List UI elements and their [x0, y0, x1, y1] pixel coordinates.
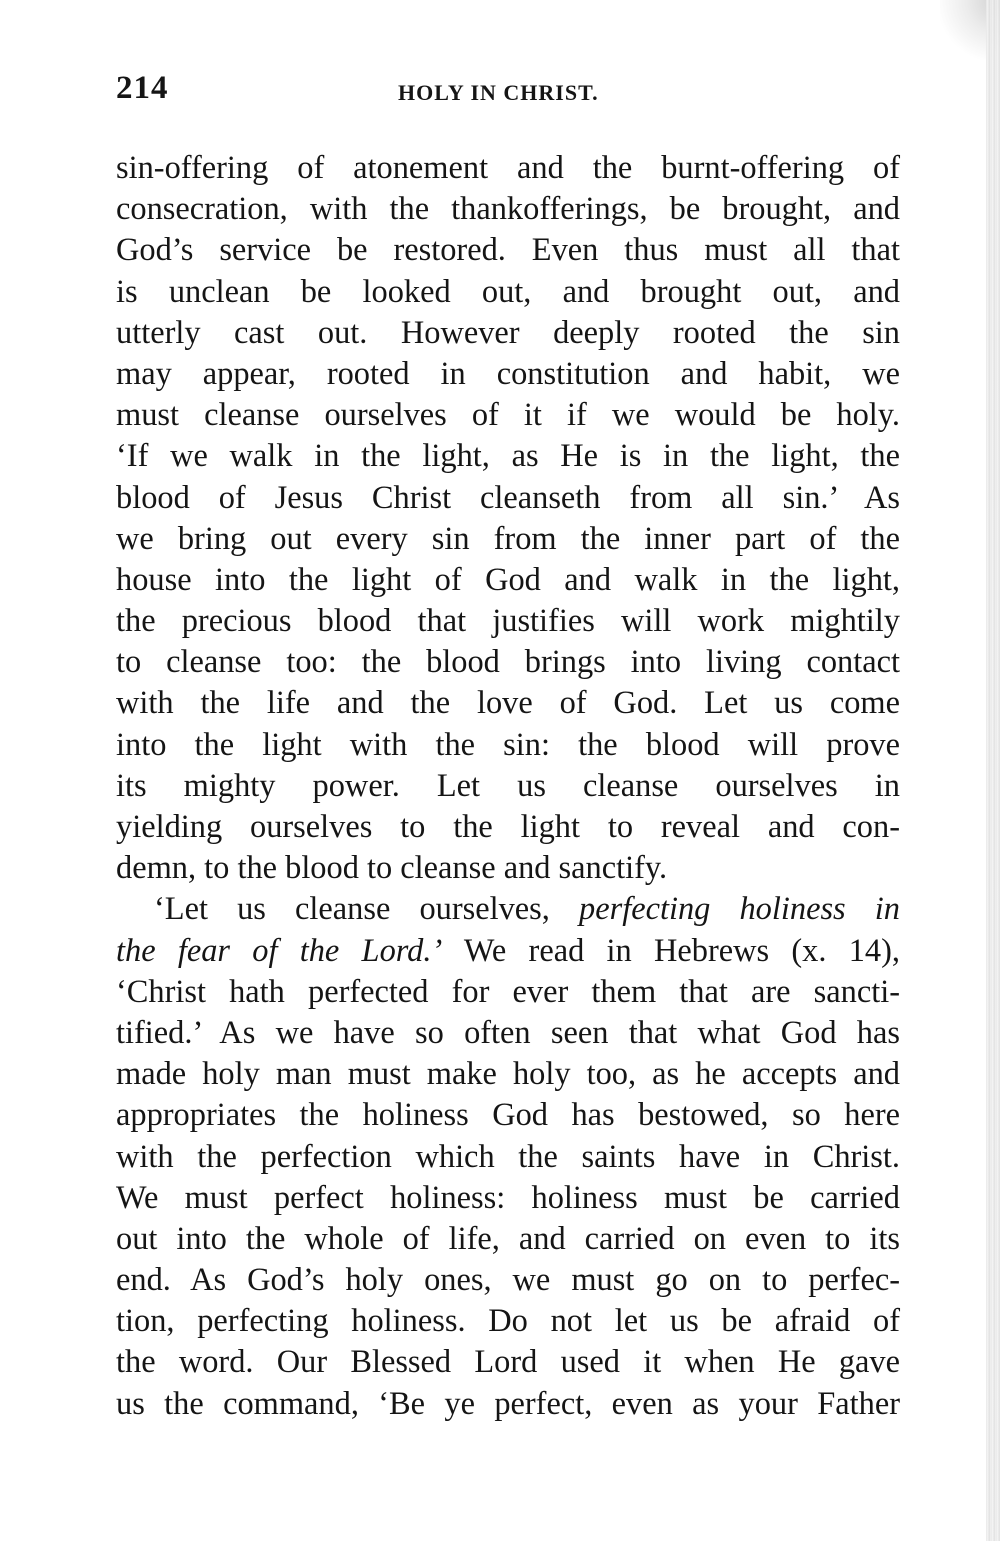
text-line: out into the whole of life, and carried on even to its — [116, 1220, 900, 1257]
text-line: with the perfection which the saints have in Christ. — [116, 1138, 900, 1175]
text-line: with the life and the love of God. Let us come — [116, 685, 900, 722]
text-run: ‘Let us cleanse ourselves, — [154, 891, 580, 928]
text-line: we bring out every sin from the inner part of the — [116, 520, 900, 557]
text-line: We must perfect holiness: holiness must be carried — [116, 1179, 900, 1216]
text-line: into the light with the sin: the blood will prove — [116, 726, 900, 763]
page-header — [116, 70, 900, 120]
running-title: HOLY IN CHRIST. — [398, 80, 599, 105]
page-edge-shadow — [986, 0, 1000, 1541]
italic-phrase: perfecting holiness in — [579, 891, 900, 928]
text-line: blood of Jesus Christ cleanseth from all sin.’ As — [116, 479, 900, 516]
body-text — [116, 148, 900, 1425]
text-line: demn, to the blood to cleanse and sanctify. — [116, 850, 668, 887]
page-number: 214 — [116, 70, 169, 106]
text-line: the word. Our Blessed Lord used it when He gave — [116, 1344, 900, 1381]
paragraph-1 — [116, 148, 900, 889]
text-line: its mighty power. Let us cleanse ourselves in — [116, 767, 900, 804]
text-line: may appear, rooted in constitution and habit, we — [116, 355, 900, 392]
text-line: yielding ourselves to the light to reveal and con- — [116, 809, 900, 845]
text-line: consecration, with the thankofferings, be brought, and — [116, 191, 900, 228]
text-line: utterly cast out. However deeply rooted the sin — [116, 314, 900, 351]
text-line — [116, 931, 900, 972]
text-line: made holy man must make holy too, as he accepts and — [116, 1056, 900, 1093]
text-line: appropriates the holiness God has bestowed, so here — [116, 1097, 900, 1134]
italic-phrase: the fear of the Lord.’ — [116, 932, 443, 969]
text-line: ‘If we walk in the light, as He is in the light, the — [116, 438, 900, 475]
text-line: sin-offering of atonement and the burnt-offering of — [116, 150, 900, 186]
text-line: to cleanse too: the blood brings into living contact — [116, 644, 900, 681]
text-line: is unclean be looked out, and brought out, and — [116, 273, 900, 310]
text-line: God’s service be restored. Even thus must all that — [116, 232, 900, 269]
text-line — [116, 889, 900, 930]
text-line: the precious blood that justifies will work mightily — [116, 603, 900, 640]
text-line: must cleanse ourselves of it if we would be holy. — [116, 397, 900, 434]
text-line: tified.’ As we have so often seen that what God has — [116, 1014, 900, 1051]
text-run: We read in Hebrews (x. 14), — [442, 932, 900, 969]
text-line: tion, perfecting holiness. Do not let us be afraid of — [116, 1303, 900, 1340]
text-line: end. As God’s holy ones, we must go on to perfec- — [116, 1262, 900, 1299]
paragraph-2 — [116, 889, 900, 1424]
text-line: ‘Christ hath perfected for ever them that are sancti- — [116, 973, 900, 1010]
text-line: us the command, ‘Be ye perfect, even as your Father — [116, 1385, 900, 1422]
text-line: house into the light of God and walk in the light, — [116, 561, 900, 598]
